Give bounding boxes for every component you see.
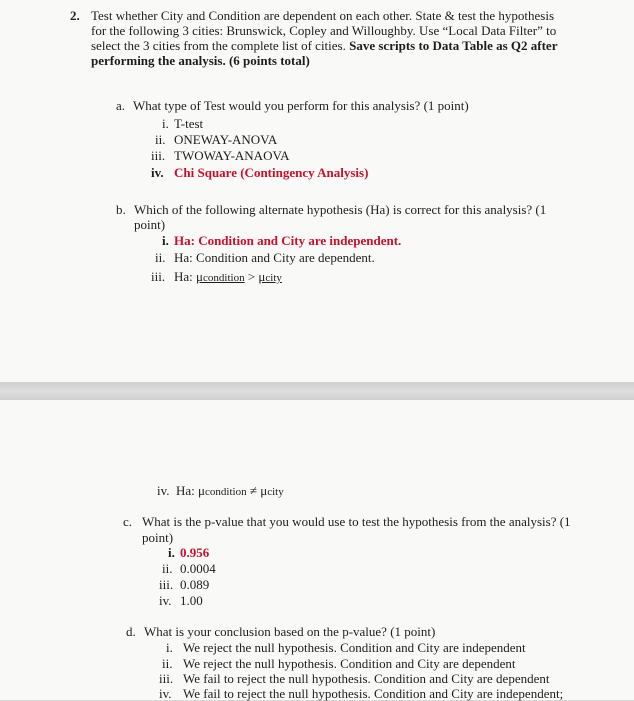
question-text-line-3-plain: select the 3 cities from the complete list of cities. [91,38,350,53]
part-b-option-3-prefix: Ha: [174,269,197,284]
part-a-question: What type of Test would you perform for this analysis? (1 point) [133,98,469,113]
question-number: 2. [70,8,80,23]
part-b-option-2-num: ii. [155,250,166,265]
part-b-option-4-operator: ≠ [246,483,261,498]
part-c-option-4: 1.00 [180,593,203,608]
part-b-option-4 [176,483,284,500]
mu-subscript: condition [203,272,245,284]
part-d-option-4: We fail to reject the null hypothesis. Condition and City are independent; [183,686,564,701]
mu-symbol: μ [260,483,268,498]
mu-subscript: city [267,486,284,498]
mu-symbol: μ [258,269,266,284]
part-c-question-line-1: What is the p-value that you would use to test the hypothesis from the analysis? (1 [142,514,571,529]
part-d-option-3: We fail to reject the null hypothesis. Condition and City are dependent [183,671,550,686]
question-text-line-1: Test whether City and Condition are dependent on each other. State & test the hypothesis [91,8,555,23]
part-c-question-line-2: point) [142,530,174,545]
part-b-option-3 [174,269,282,286]
part-c-option-2: 0.0004 [180,561,216,576]
part-d-question: What is your conclusion based on the p-value? (1 point) [144,624,436,639]
part-a-option-2-num: ii. [155,132,166,147]
part-b-option-3-num: iii. [151,269,166,284]
part-d-label: d. [126,624,136,639]
part-c-option-1-selected: 0.956 [180,545,210,560]
part-c-option-3: 0.089 [180,577,210,592]
part-b-option-1-num: i. [162,233,169,248]
part-d-option-2: We reject the null hypothesis. Condition and City are dependent [183,656,516,671]
part-a-option-3-num: iii. [151,148,166,163]
part-a-label: a. [116,98,126,113]
part-d-option-4-num: iv. [159,686,172,701]
part-b-label: b. [116,202,126,217]
part-c-option-4-num: iv. [159,593,172,608]
part-b-option-4-prefix: Ha: [176,483,199,498]
part-a-option-4-num: iv. [151,165,164,180]
page-break [0,382,634,400]
part-d-option-3-num: iii. [159,671,174,686]
part-a-option-4-selected: Chi Square (Contingency Analysis) [174,165,369,180]
part-d-option-1-num: i. [166,640,173,655]
mu-subscript: city [265,272,282,284]
part-a-option-3: TWOWAY-ANAOVA [174,148,290,163]
question-text-line-3 [91,38,557,53]
part-c-option-3-num: iii. [159,577,174,592]
part-b-option-2: Ha: Condition and City are dependent. [174,250,375,265]
part-c-option-2-num: ii. [162,561,173,576]
part-a-option-2: ONEWAY-ANOVA [174,132,278,147]
part-c-label: c. [123,514,133,529]
part-c-option-1-num: i. [168,545,175,560]
part-a-option-1: T-test [174,116,204,131]
mu-symbol: μ [198,483,206,498]
mu-subscript: condition [205,486,247,498]
part-b-option-3-operator: > [244,269,259,284]
part-d-option-2-num: ii. [162,656,173,671]
part-b-question-line-1: Which of the following alternate hypothesis (Ha) is correct for this analysis? (1 [134,202,547,217]
part-b-option-1-selected: Ha: Condition and City are independent. [174,233,402,248]
part-b-option-4-num: iv. [157,483,170,498]
part-b-option-3-mu-city [258,269,281,284]
question-text-line-3-bold: Save scripts to Data Table as Q2 after [349,38,558,53]
question-text-line-4: performing the analysis. (6 points total) [91,53,310,68]
mu-symbol: μ [196,269,204,284]
question-text-line-2: for the following 3 cities: Brunswick, Copley and Willoughby. Use “Local Data Filter” to [91,23,557,38]
part-a-option-1-num: i. [162,116,169,131]
part-d-option-1: We reject the null hypothesis. Condition and City are independent [183,640,526,655]
document-page-bottom [0,400,634,700]
part-b-option-3-mu-condition [196,269,245,284]
part-b-question-line-2: point) [134,217,166,232]
